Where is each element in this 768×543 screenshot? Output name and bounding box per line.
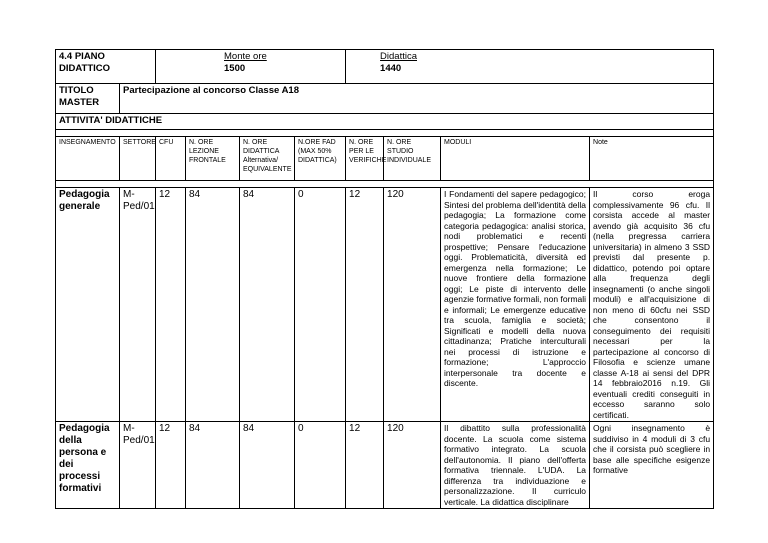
column-header: N. ORE PER LE VERIFICHE: [346, 137, 384, 181]
column-header: N.ORE FAD (MAX 50% DIDATTICA): [295, 137, 346, 181]
column-header: INSEGNAMENTO: [56, 137, 120, 181]
table-row: [56, 422, 714, 509]
lezione-cell: 84: [186, 188, 240, 422]
fad-cell: 0: [295, 188, 346, 422]
column-header: MODULI: [441, 137, 590, 181]
column-header: N. ORE LEZIONE FRONTALE: [186, 137, 240, 181]
note-cell: Il corso eroga complessivamente 96 cfu. Il corsista accede al master avendo già acquisito 36 cfu (nella pregressa carriera universitaria) in almeno 3 SSD previsti dal presente p. didattico, potendo poi optare alla frequenza degli insegnamenti (o anche singoli moduli) e all'acquisizione di non meno di 60cfu nei SSD che consentono il conseguimento dei requisiti necessari per la partecipazione al concorso di Filosofia e scienze umane classe A-18 ai sensi del DPR 14 febbraio2016 n.19. Gli eventuali crediti conseguiti in eccesso saranno solo certificati.: [590, 188, 714, 422]
cfu-cell: 12: [156, 422, 186, 509]
attivita-label: ATTIVITA' DIDATTICHE: [56, 114, 714, 130]
note-cell: Ogni insegnamento è suddiviso in 4 moduli di 3 cfu che il corsista può scegliere in base alle specifiche esigenze formative: [590, 422, 714, 509]
moduli-cell: I Fondamenti del sapere pedagogico; Sintesi del problema dell'identità della pedagogia; La formazione come categoria pedagogica: analisi storica, nodi problematici e recenti prospettive; Pensare l'educazione oggi. Problematicità, diversità ed emergenza nella formazione; Le nuove frontiere della formazione oggi; Le piste di intervento delle agenzie formative formali, non formali e informali; Le emergenze educative tra scuola, famiglia e società; Significati e modelli della nuova cittadinanza; Pratiche interculturali nei processi di istruzione e formazione; L'approccio interpersonale tra docente e discente.: [441, 188, 590, 422]
column-header: CFU: [156, 137, 186, 181]
column-header: Note: [590, 137, 714, 181]
titolo-label: TITOLO MASTER: [56, 84, 120, 114]
titolo-value: Partecipazione al concorso Classe A18: [120, 84, 714, 114]
studio-cell: 120: [384, 188, 441, 422]
column-header: N. ORE STUDIO INDIVIDUALE: [384, 137, 441, 181]
settore-cell: M-Ped/01: [120, 188, 156, 422]
insegnamento-cell: Pedagogia generale: [56, 188, 120, 422]
cfu-cell: 12: [156, 188, 186, 422]
piano-label: 4.4 PIANO DIDATTICO: [56, 50, 156, 84]
column-header: N. ORE DIDATTICA Alternativa/ EQUIVALENTE: [240, 137, 295, 181]
table-row: [56, 188, 714, 422]
monte-ore-label: Monte ore: [224, 51, 267, 62]
fad-cell: 0: [295, 422, 346, 509]
didattica-value: 1440: [380, 63, 402, 74]
moduli-cell: Il dibattito sulla professionalità docente. La scuola come sistema formativo integrato. La scuola dell'autonomia. Il piano dell'offerta formativa triennale. L'UDA. La differenza tra individuazione e personalizzazione. Il curriculo verticale. La didattica disciplinare: [441, 422, 590, 509]
studio-cell: 120: [384, 422, 441, 509]
column-header: SETTORE: [120, 137, 156, 181]
settore-cell: M-Ped/01: [120, 422, 156, 509]
verifiche-cell: 12: [346, 188, 384, 422]
insegnamento-cell: Pedagogia della persona e dei processi formativi: [56, 422, 120, 509]
verifiche-cell: 12: [346, 422, 384, 509]
alternativa-cell: 84: [240, 422, 295, 509]
alternativa-cell: 84: [240, 188, 295, 422]
lezione-cell: 84: [186, 422, 240, 509]
monte-ore-value: 1500: [224, 63, 246, 74]
column-header-row: [56, 137, 714, 181]
plan-table: [55, 49, 714, 509]
didattica-label: Didattica: [380, 51, 417, 62]
